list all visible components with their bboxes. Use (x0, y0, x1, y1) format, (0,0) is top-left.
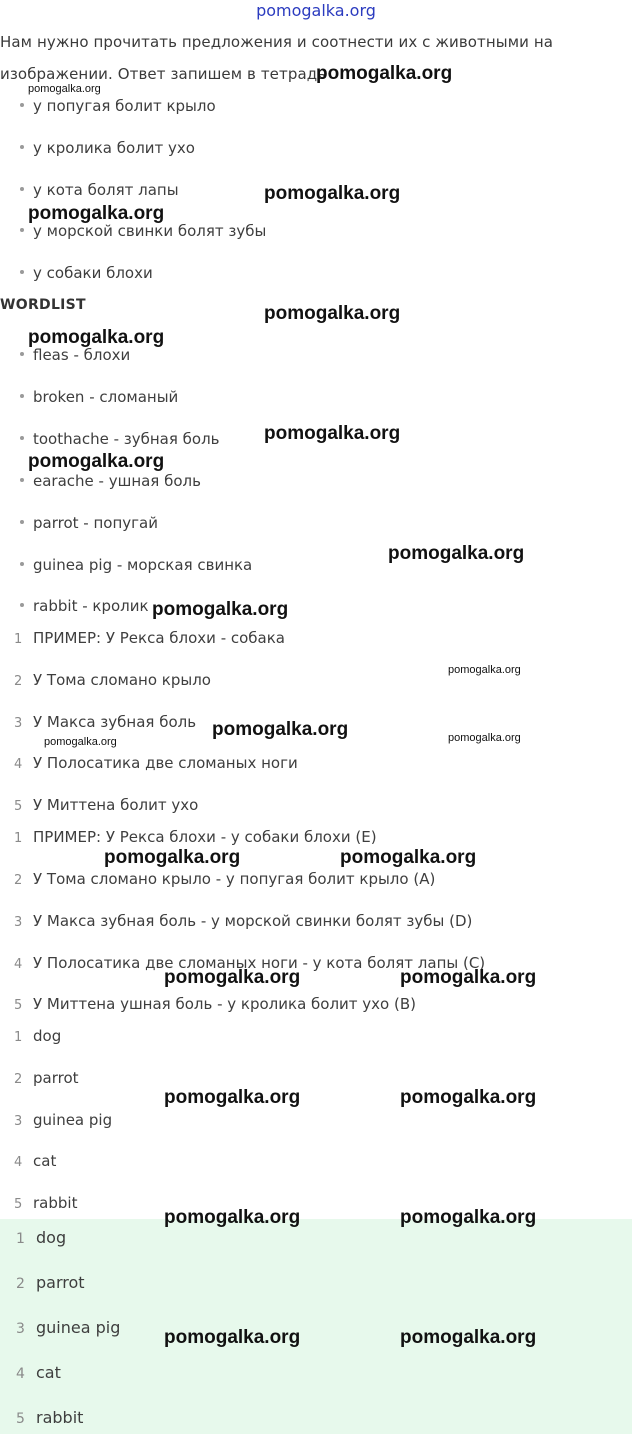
watermark: pomogalka.org (340, 847, 477, 868)
sentence-item: 1 ПРИМЕР: У Рекса блохи - собака (14, 629, 285, 647)
problem-item: у собаки блохи (20, 264, 153, 282)
bullet-icon (20, 603, 24, 607)
bullet-icon (20, 478, 24, 482)
watermark: pomogalka.org (400, 967, 537, 988)
bullet-icon (20, 352, 24, 356)
problem-item: у попугая болит крыло (20, 97, 216, 115)
wordlist-item: guinea pig - морская свинка (20, 556, 252, 574)
bullet-icon (20, 270, 24, 274)
highlighted-animal-item: 4 cat (16, 1363, 61, 1382)
wordlist-item: earache - ушная боль (20, 472, 201, 490)
answer-item: 4 У Полосатика две сломаных ноги - у кота болят лапы (C) (14, 954, 486, 972)
bullet-icon (20, 562, 24, 566)
wordlist-item: broken - сломаный (20, 388, 178, 406)
animal-item: 4 cat (14, 1152, 57, 1170)
watermark: pomogalka.org (164, 967, 301, 988)
bullet-icon (20, 187, 24, 191)
bullet-icon (20, 436, 24, 440)
bullet-icon (20, 394, 24, 398)
watermark: pomogalka.org (104, 847, 241, 868)
watermark: pomogalka.org (316, 63, 453, 84)
watermark: pomogalka.org (44, 736, 117, 748)
watermark: pomogalka.org (264, 183, 401, 204)
wordlist-item: toothache - зубная боль (20, 430, 220, 448)
watermark: pomogalka.org (400, 1327, 537, 1348)
animal-item: 5 rabbit (14, 1194, 78, 1212)
answer-item: 2 У Тома сломано крыло - у попугая болит крыло (A) (14, 870, 436, 888)
problem-item: у кролика болит ухо (20, 139, 195, 157)
answer-item: 1 ПРИМЕР: У Рекса блохи - у собаки блохи (E) (14, 828, 377, 846)
watermark: pomogalka.org (164, 1087, 301, 1108)
wordlist-item: fleas - блохи (20, 346, 130, 364)
intro-line-1: Нам нужно прочитать предложения и соотнести их с животными на (0, 33, 554, 51)
watermark: pomogalka.org (448, 664, 521, 676)
intro-line-2: изображении. Ответ запишем в тетрадь (0, 65, 327, 83)
wordlist-item: parrot - попугай (20, 514, 158, 532)
watermark: pomogalka.org (164, 1327, 301, 1348)
animal-item: 1 dog (14, 1027, 62, 1045)
watermark: pomogalka.org (164, 1207, 301, 1228)
bullet-icon (20, 520, 24, 524)
wordlist-item: rabbit - кролик (20, 597, 149, 615)
watermark: pomogalka.org (264, 423, 401, 444)
highlighted-animal-item: 5 rabbit (16, 1408, 84, 1427)
wordlist-heading: WORDLIST (0, 297, 86, 313)
watermark: pomogalka.org (28, 451, 165, 472)
sentence-item: 5 У Миттена болит ухо (14, 796, 199, 814)
answer-item: 3 У Макса зубная боль - у морской свинки болят зубы (D) (14, 912, 473, 930)
sentence-item: 3 У Макса зубная боль (14, 713, 197, 731)
bullet-icon (20, 228, 24, 232)
problem-item: у кота болят лапы (20, 181, 179, 199)
watermark: pomogalka.org (400, 1207, 537, 1228)
animal-item: 3 guinea pig (14, 1111, 113, 1129)
bullet-icon (20, 145, 24, 149)
watermark: pomogalka.org (388, 543, 525, 564)
site-link[interactable]: pomogalka.org (256, 1, 376, 20)
watermark: pomogalka.org (212, 719, 349, 740)
highlighted-animal-item: 2 parrot (16, 1273, 85, 1292)
sentence-item: 4 У Полосатика две сломаных ноги (14, 754, 298, 772)
watermark: pomogalka.org (264, 303, 401, 324)
problem-item: у морской свинки болят зубы (20, 222, 266, 240)
answer-item: 5 У Миттена ушная боль - у кролика болит ухо (B) (14, 995, 416, 1013)
watermark: pomogalka.org (28, 327, 165, 348)
highlighted-animal-item: 1 dog (16, 1228, 67, 1247)
watermark: pomogalka.org (152, 599, 289, 620)
watermark: pomogalka.org (448, 732, 521, 744)
highlighted-animal-item: 3 guinea pig (16, 1318, 121, 1337)
watermark: pomogalka.org (28, 83, 101, 95)
animal-item: 2 parrot (14, 1069, 79, 1087)
bullet-icon (20, 103, 24, 107)
watermark: pomogalka.org (28, 203, 165, 224)
watermark: pomogalka.org (400, 1087, 537, 1108)
sentence-item: 2 У Тома сломано крыло (14, 671, 211, 689)
